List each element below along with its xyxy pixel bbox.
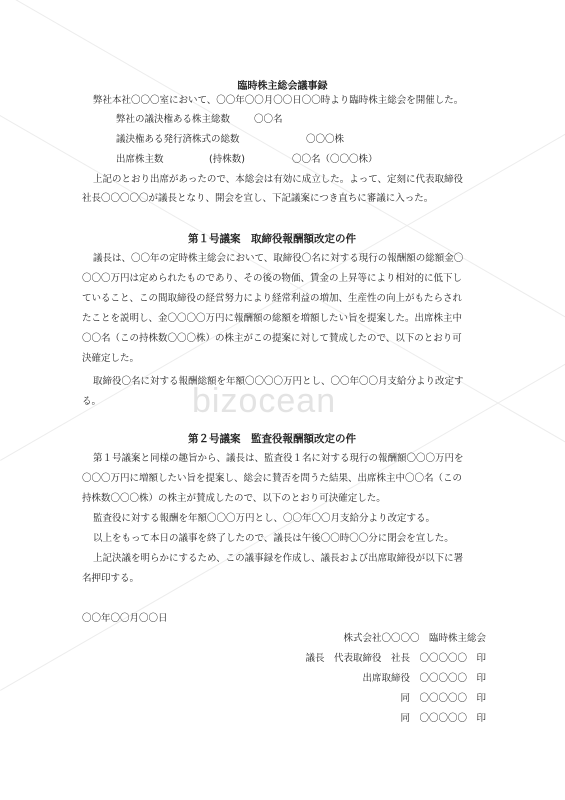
shareholders-value: 〇〇名 — [254, 114, 283, 125]
agenda1-line: ていること、この間取締役の経営努力により経常利益の増加、生産性の向上がもたらされ — [82, 293, 463, 304]
agenda2-line: 名押印する。 — [82, 573, 140, 584]
agenda1-line: 議長は、〇〇年の定時株主総会において、取締役〇名に対する現行の報酬額の総額金〇 — [93, 253, 464, 264]
signature-director: 同 〇〇〇〇〇 印 — [400, 693, 486, 704]
signature-chair: 議長 代表取締役 社長 〇〇〇〇〇 印 — [305, 653, 486, 664]
agenda2-line: 上記決議を明らかにするため、この議事録を作成し、議長および出席取締役が以下に署 — [93, 553, 464, 564]
attend-label: 出席株主数 — [116, 154, 164, 165]
agenda1-line: る。 — [82, 396, 102, 407]
agenda1-heading: 第１号議案 取締役報酬額改定の件 — [188, 233, 356, 245]
document-date: 〇〇年〇〇月〇〇日 — [82, 613, 168, 624]
agenda1-line: 〇〇〇万円は定められたものであり、その後の物価、賃金の上昇等により相対的に低下し — [82, 273, 463, 284]
agenda1-line: 決確定した。 — [82, 353, 140, 364]
signature-director: 同 〇〇〇〇〇 印 — [400, 713, 486, 724]
agenda1-line: 〇〇名（この持株数〇〇〇株）の株主がこの提案に対して賛成したので、以下のとおり可 — [82, 333, 462, 344]
shares-value: 〇〇〇株 — [306, 134, 345, 145]
shareholders-label: 弊社の議決権ある株主総数 — [116, 114, 231, 125]
attend-value: 〇〇名（〇〇〇株） — [292, 154, 378, 165]
signature-company: 株式会社〇〇〇〇 臨時株主総会 — [343, 633, 486, 644]
agenda2-line: 〇〇〇万円に増額したい旨を提案し、総会に賛否を問うた結果、出席株主中〇〇名（この — [82, 473, 463, 484]
signature-director: 出席取締役 〇〇〇〇〇 印 — [362, 673, 486, 684]
agenda2-line: 監査役に対する報酬を年額〇〇〇万円とし、〇〇年〇〇月支給分より改定する。 — [93, 513, 436, 524]
intro-paragraph: 社長〇〇〇〇〇が議長となり、開会を宣し、下記議案につき直ちに審議に入った。 — [82, 193, 434, 204]
agenda2-line: 以上をもって本日の議事を終了したので、議長は午後〇〇時〇〇分に閉会を宣した。 — [93, 533, 454, 544]
agenda1-line: 取締役〇名に対する報酬総額を年額〇〇〇〇万円とし、〇〇年〇〇月支給分より改定す — [93, 376, 464, 387]
watermark-logo: bizocean — [192, 382, 337, 420]
intro-line: 弊社本社〇〇〇室において、〇〇年〇〇月〇〇日〇〇時より臨時株主総会を開催した。 — [93, 95, 464, 106]
attend-sub: (持株数) — [209, 154, 245, 165]
shares-label: 議決権ある発行済株式の総数 — [116, 134, 240, 145]
agenda2-line: 持株数〇〇〇株）の株主が賛成したので、以下のとおり可決確定した。 — [82, 493, 386, 504]
agenda2-heading: 第２号議案 監査役報酬額改定の件 — [188, 433, 356, 445]
agenda1-line: たことを説明し、金〇〇〇〇万円に報酬額の総額を増額したい旨を提案した。出席株主中 — [82, 313, 463, 324]
intro-paragraph: 上記のとおり出席があったので、本総会は有効に成立した。よって、定刻に代表取締役 — [93, 174, 464, 185]
document-title: 臨時株主総会議事録 — [237, 81, 328, 92]
agenda2-line: 第１号議案と同様の趣旨から、議長は、監査役１名に対する現行の報酬額〇〇〇万円を — [93, 453, 464, 464]
